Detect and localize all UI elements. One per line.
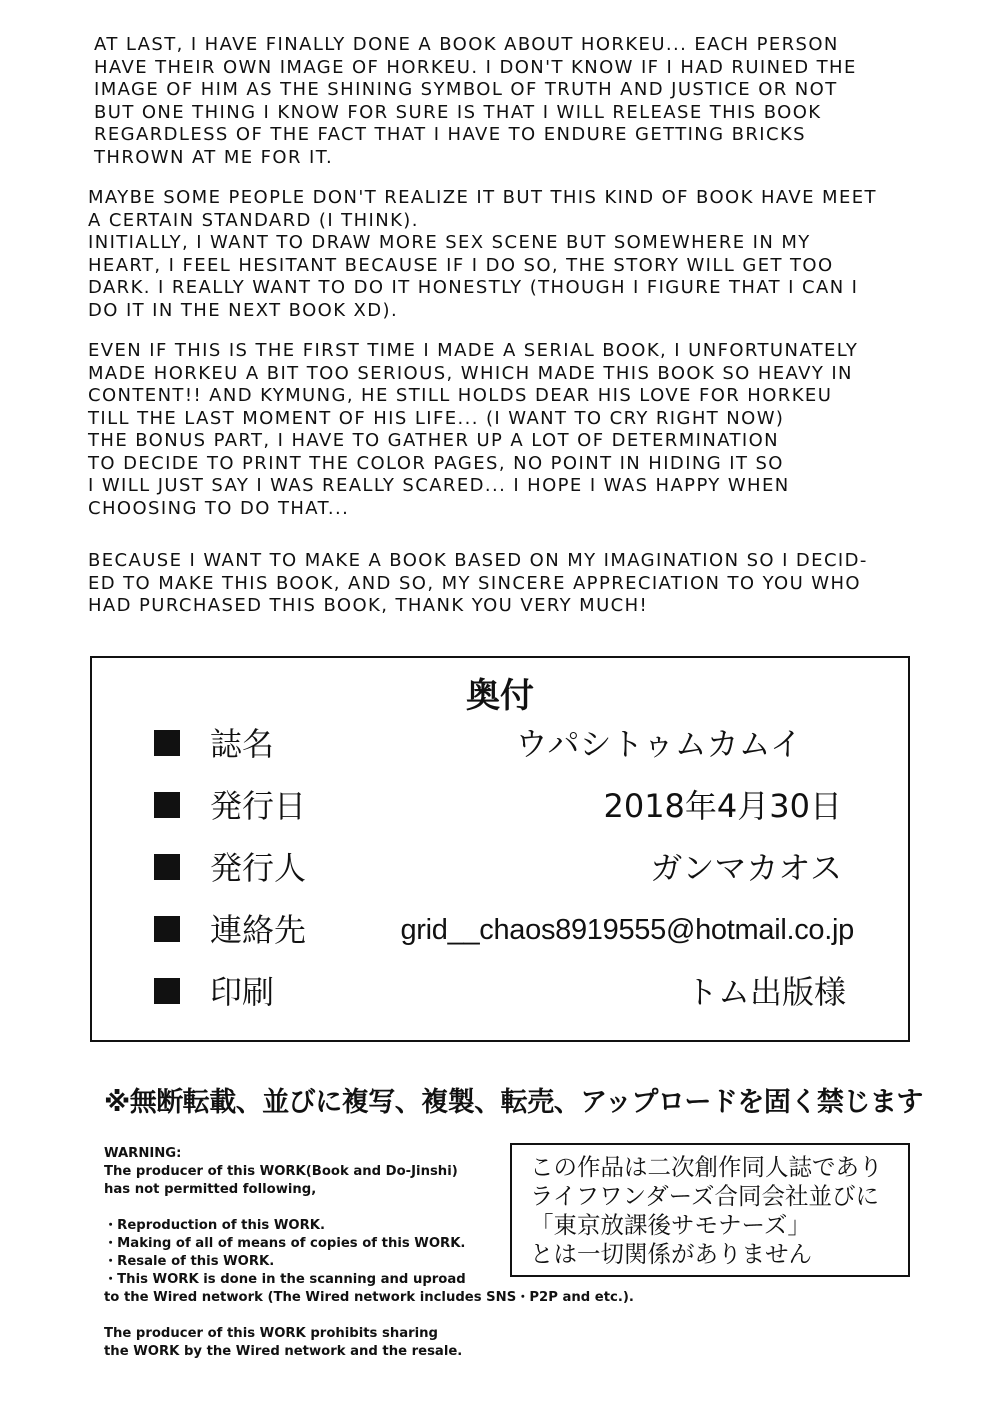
square-bullet-icon xyxy=(154,978,180,1004)
warning-line: ・Making of all of means of copies of this WORK. xyxy=(104,1236,466,1251)
afterword-paragraph-2: MAYBE SOME PEOPLE DON'T REALIZE IT BUT THIS KIND OF BOOK HAVE MEET A CERTAIN STANDARD (I THINK). INITIALLY, I WANT TO DRAW MORE SEX SCENE BUT SOMEWHERE IN MY HEART, I FEEL HESITANT BECAUSE IF I DO SO, THE STORY WILL GET TOO DARK. I REALLY WANT TO DO IT HONESTLY (THOUGH I FIGURE THAT I CAN I DO IT IN THE NEXT BOOK XD). xyxy=(88,187,877,321)
warning-line: WARNING: xyxy=(104,1146,182,1161)
disclaimer-box xyxy=(510,1143,910,1277)
colophon-label: 誌名 xyxy=(210,725,275,763)
disclaimer-line: 「東京放課後サモナーズ」 xyxy=(530,1211,811,1239)
warning-line: ・Resale of this WORK. xyxy=(104,1254,275,1269)
square-bullet-icon xyxy=(154,792,180,818)
colophon-row-title xyxy=(154,722,852,766)
disclaimer-line: この作品は二次創作同人誌であり xyxy=(530,1153,883,1181)
square-bullet-icon xyxy=(154,916,180,942)
disclaimer-line: ライフワンダーズ合同会社並びに xyxy=(530,1182,879,1210)
warning-line: The producer of this WORK(Book and Do-Jinshi) xyxy=(104,1164,458,1179)
colophon-row-publisher xyxy=(154,846,852,890)
colophon-label: 連絡先 xyxy=(210,911,307,949)
warning-line: ・Reproduction of this WORK. xyxy=(104,1218,325,1233)
colophon-value: ガンマカオス xyxy=(650,849,842,887)
colophon-row-date xyxy=(154,784,852,828)
warning-line: to the Wired network (The Wired network includes SNS・P2P and etc.). xyxy=(104,1290,634,1305)
colophon-row-printer xyxy=(154,970,852,1014)
afterword-paragraph-1: AT LAST, I HAVE FINALLY DONE A BOOK ABOUT HORKEU... EACH PERSON HAVE THEIR OWN IMAGE OF HORKEU. I DON'T KNOW IF I HAD RUINED THE IMAGE OF HIM AS THE SHINING SYMBOL OF TRUTH AND JUSTICE OR NOT BUT ONE THING I KNOW FOR SURE IS THAT I WILL RELEASE THIS BOOK REGARDLESS OF THE FACT THAT I HAVE TO ENDURE GETTING BRICKS THROWN AT ME FOR IT. xyxy=(94,34,857,168)
warning-line: ・This WORK is done in the scanning and uproad xyxy=(104,1272,466,1287)
reproduction-notice: ※無断転載、並びに複写、複製、転売、アップロードを固く禁じます xyxy=(104,1087,923,1118)
colophon-value: 2018年4月30日 xyxy=(603,787,842,825)
colophon-label: 発行日 xyxy=(210,787,307,825)
square-bullet-icon xyxy=(154,854,180,880)
afterword-paragraph-4: BECAUSE I WANT TO MAKE A BOOK BASED ON MY IMAGINATION SO I DECID- ED TO MAKE THIS BOOK, AND SO, MY SINCERE APPRECIATION TO YOU WHO HAD PURCHASED THIS BOOK, THANK YOU VERY MUCH! xyxy=(88,550,868,616)
colophon-label: 発行人 xyxy=(210,849,307,887)
colophon-label: 印刷 xyxy=(210,973,275,1011)
warning-spacer xyxy=(104,1307,624,1325)
colophon-value: ウパシトゥムカムイ xyxy=(515,725,802,763)
afterword-text xyxy=(88,34,908,636)
disclaimer-line: とは一切関係がありません xyxy=(530,1240,812,1268)
contact-email: grid__chaos8919555@hotmail.co.jp xyxy=(400,914,854,946)
colophon-title: 奥付 xyxy=(466,676,534,716)
square-bullet-icon xyxy=(154,730,180,756)
colophon-box xyxy=(90,656,910,1042)
warning-line: the WORK by the Wired network and the resale. xyxy=(104,1344,463,1359)
warning-line: has not permitted following, xyxy=(104,1182,317,1197)
warning-line: The producer of this WORK prohibits sharing xyxy=(104,1326,438,1341)
colophon-value: トム出版様 xyxy=(685,973,846,1011)
afterword-paragraph-3: EVEN IF THIS IS THE FIRST TIME I MADE A SERIAL BOOK, I UNFORTUNATELY MADE HORKEU A BIT TOO SERIOUS, WHICH MADE THIS BOOK SO HEAVY IN CONTENT!! AND KYMUNG, HE STILL HOLDS DEAR HIS LOVE FOR HORKEU TILL THE LAST MOMENT OF HIS LIFE... (I WANT TO CRY RIGHT NOW) THE BONUS PART, I HAVE TO GATHER UP A LOT OF DETERMINATION TO DECIDE TO PRINT THE COLOR PAGES, NO POINT IN HIDING IT SO I WILL JUST SAY I WAS REALLY SCARED... I HOPE I WAS HAPPY WHEN CHOOSING TO DO THAT... xyxy=(88,340,859,519)
colophon-row-contact xyxy=(154,908,852,952)
